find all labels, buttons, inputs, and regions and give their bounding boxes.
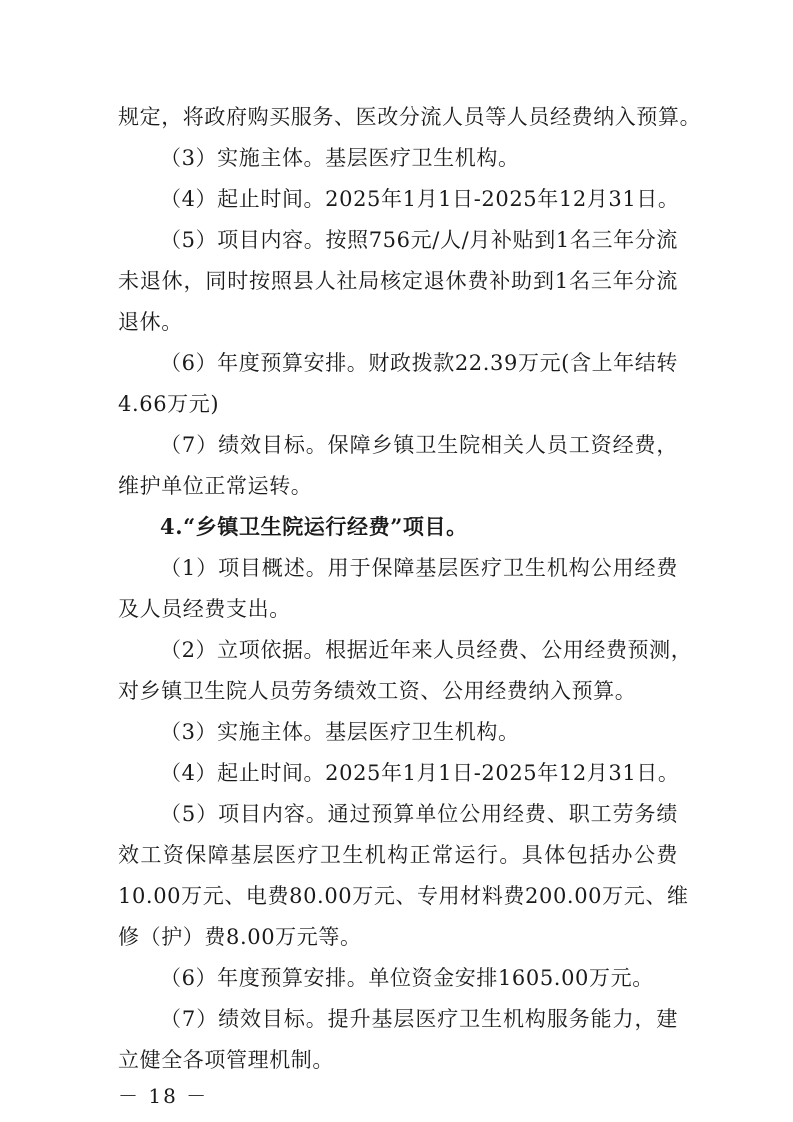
paragraph-line: （7）绩效目标。提升基层医疗卫生机构服务能力，建 bbox=[160, 1007, 678, 1031]
paragraph-line: 维护单位正常运转。 bbox=[118, 474, 313, 498]
paragraph-line: （3）实施主体。基层医疗卫生机构。 bbox=[160, 146, 520, 170]
paragraph-line: 及人员经费支出。 bbox=[118, 597, 291, 621]
paragraph-line: 未退休，同时按照县人社局核定退休费补助到1名三年分流 bbox=[118, 269, 678, 293]
paragraph-line: 退休。 bbox=[118, 310, 183, 334]
paragraph-line: （4）起止时间。2025年1月1日-2025年12月31日。 bbox=[160, 187, 680, 211]
paragraph-line: （5）项目内容。通过预算单位公用经费、职工劳务绩 bbox=[160, 802, 678, 826]
paragraph-line: （2）立项依据。根据近年来人员经费、公用经费预测， bbox=[160, 638, 693, 662]
paragraph-line: 规定，将政府购买服务、医改分流人员等人员经费纳入预算。 bbox=[118, 105, 702, 129]
paragraph-line: 修（护）费8.00万元等。 bbox=[118, 925, 362, 949]
paragraph-line: 10.00万元、电费80.00万元、专用材料费200.00万元、维 bbox=[118, 884, 689, 908]
paragraph-line: （4）起止时间。2025年1月1日-2025年12月31日。 bbox=[160, 761, 680, 785]
paragraph-line: （7）绩效目标。保障乡镇卫生院相关人员工资经费， bbox=[160, 433, 678, 457]
paragraph-line: 效工资保障基层医疗卫生机构正常运行。具体包括办公费 bbox=[118, 843, 678, 867]
paragraph-line: 4.66万元) bbox=[118, 392, 220, 416]
paragraph-line: （3）实施主体。基层医疗卫生机构。 bbox=[160, 720, 520, 744]
section-heading: 4.“乡镇卫生院运行经费”项目。 bbox=[160, 514, 468, 539]
paragraph-line: （1）项目概述。用于保障基层医疗卫生机构公用经费 bbox=[160, 556, 678, 580]
paragraph-line: （6）年度预算安排。财政拨款22.39万元(含上年结转 bbox=[160, 351, 678, 375]
paragraph-line: （5）项目内容。按照756元/人/月补贴到1名三年分流 bbox=[160, 228, 678, 252]
paragraph-line: 对乡镇卫生院人员劳务绩效工资、公用经费纳入预算。 bbox=[118, 679, 637, 703]
page-number: － 18 － bbox=[118, 1084, 209, 1108]
paragraph-line: 立健全各项管理机制。 bbox=[118, 1048, 334, 1072]
paragraph-line: （6）年度预算安排。单位资金安排1605.00万元。 bbox=[160, 966, 654, 990]
